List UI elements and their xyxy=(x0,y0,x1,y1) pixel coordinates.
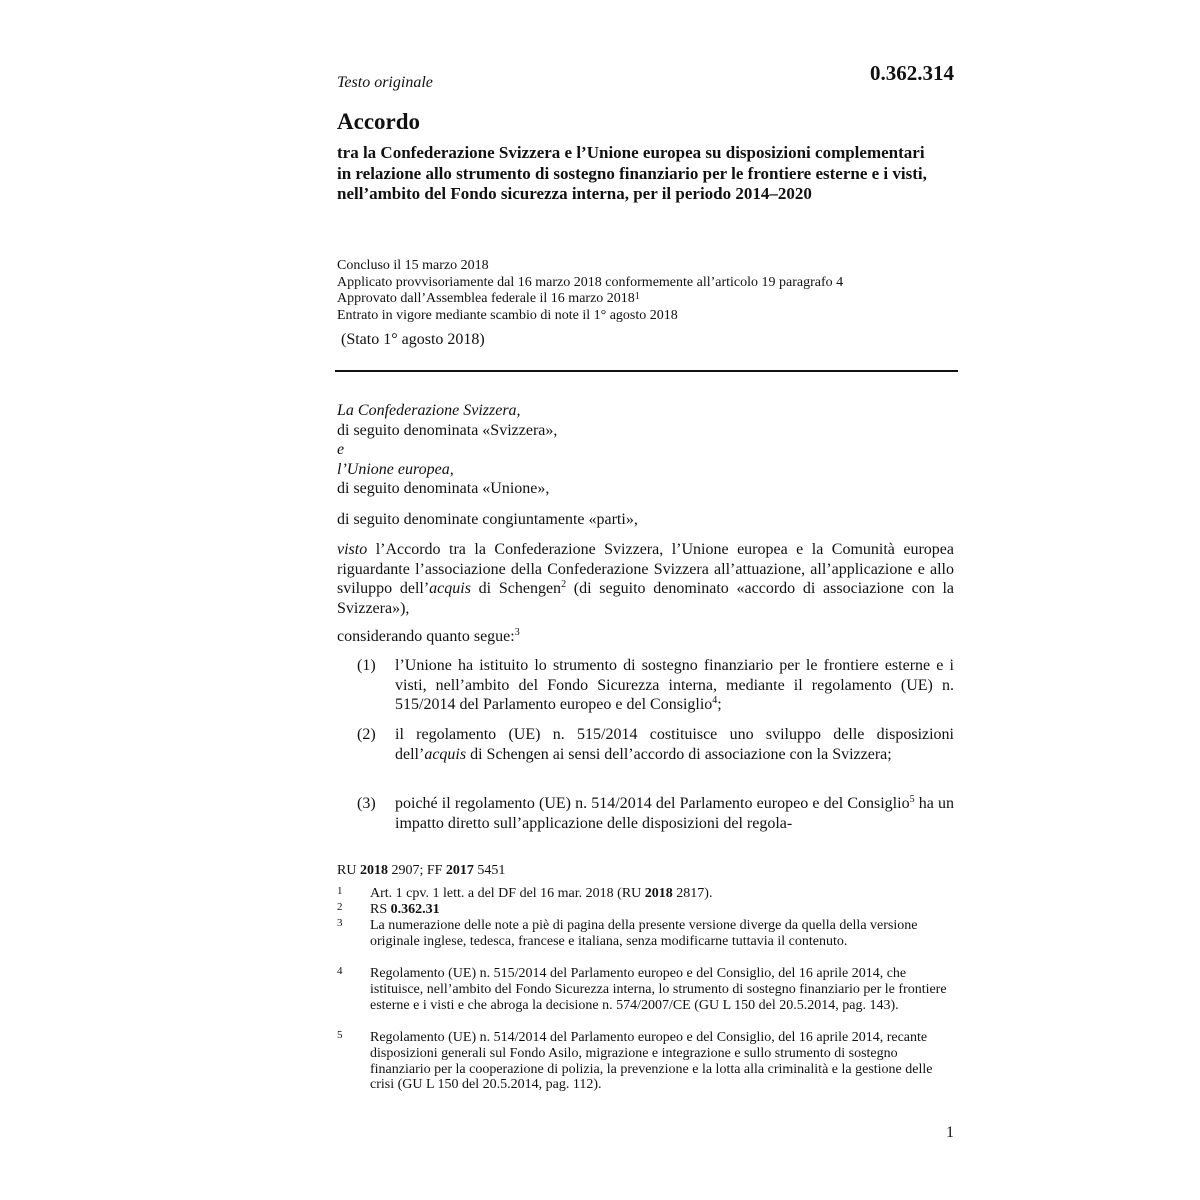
footnote-ref-1[interactable]: 1 xyxy=(634,291,640,302)
footnote-ref-3[interactable]: 3 xyxy=(514,627,520,638)
document-subtitle: tra la Confederazione Svizzera e l’Unione europea su disposizioni complementari in relazione allo strumento di sostegno finanziario per le frontiere esterne e i visti, nell’ambito del Fondo sicurezza interna, per il periodo 2014–2020 xyxy=(337,143,927,203)
preamble-visto xyxy=(337,540,954,618)
recital-1-end: ; xyxy=(717,696,722,713)
page-number: 1 xyxy=(946,1124,954,1141)
meta-applied: Applicato provvisoriamente dal 16 marzo 2018 conformemente all’articolo 19 paragrafo 4 xyxy=(337,274,844,290)
visto-text-1: l’Accordo tra la Confederazione Svizzera, l’Unione europea e la Comunità europea riguardante l’associazione della Confederazione Svizzera all’attuazione, all’applicazione e allo sviluppo dell’ xyxy=(337,541,954,597)
visto-text-2: di Schengen xyxy=(470,580,562,597)
preamble-jointly: di seguito denominate congiuntamente «parti», xyxy=(337,511,638,528)
visto-text-3: (di seguito denominato «accordo di associazione con la Svizzera»), xyxy=(337,580,955,617)
footnote-text xyxy=(370,902,954,918)
footnote-number: 4 xyxy=(337,965,343,977)
ref-ff-year: 2017 xyxy=(445,863,474,878)
footnote-text: Regolamento (UE) n. 514/2014 del Parlamento europeo e del Consiglio, del 16 aprile 2014, recante disposizioni generali sul Fondo Asilo, migrazione e integrazione e sullo strumento di sostegno finanziario per la cooperazione di polizia, la prevenzione e la lotta alla criminalità e la gestione delle crisi (GU L 150 del 20.5.2014, pag. 112). xyxy=(370,1030,933,1093)
recital-number: (2) xyxy=(357,726,376,743)
considerando-text: considerando quanto segue: xyxy=(337,628,515,645)
meta-approved xyxy=(337,291,843,308)
recital-2-text-1: il regolamento (UE) n. 515/2014 costituisce uno sviluppo delle disposizioni dell’ xyxy=(395,726,954,763)
footnote-number: 5 xyxy=(337,1029,343,1041)
meta-entered: Entrato in vigore mediante scambio di note il 1° agosto 2018 xyxy=(337,307,678,323)
footnote-ref-5[interactable]: 5 xyxy=(909,794,915,805)
preamble-parties xyxy=(337,401,557,499)
recital-3-text-2: ha un impatto diretto sull’applicazione delle disposizioni del regola- xyxy=(395,795,955,832)
footnote-number: 3 xyxy=(337,917,343,929)
recital-text xyxy=(395,656,954,715)
recital-number: (1) xyxy=(357,657,376,674)
footnote-2-text: RS xyxy=(370,902,391,917)
document-title: Accordo xyxy=(337,109,421,134)
preamble-considerando xyxy=(337,627,520,647)
footnote-text: La numerazione delle note a piè di pagina della presente versione diverge da quella della versione originale inglese, tedesca, francese e italiana, senza modificarne tuttavia il contenuto. xyxy=(370,918,918,949)
footnote-2-rs: 0.362.31 xyxy=(390,902,440,917)
recital-2-acquis: acquis xyxy=(424,745,467,763)
ref-ru-label: RU xyxy=(337,863,360,878)
party-switzerland: La Confederazione Svizzera, xyxy=(337,402,521,419)
footnote-ref-4[interactable]: 4 xyxy=(712,695,718,706)
recital-text xyxy=(395,794,954,833)
party-eu-alias: di seguito denominata «Unione», xyxy=(337,480,550,497)
footnote-text xyxy=(370,886,954,902)
meta-concluded: Concluso il 15 marzo 2018 xyxy=(337,258,489,273)
footnote-number: 1 xyxy=(337,885,343,897)
footnote-ref-2[interactable]: 2 xyxy=(561,579,567,590)
recital-number: (3) xyxy=(357,795,376,812)
footnote-1-year: 2018 xyxy=(644,886,673,901)
party-conjunction: e xyxy=(337,441,345,458)
recital-3-text-1: poiché il regolamento (UE) n. 514/2014 del Parlamento europeo e del Consiglio xyxy=(395,795,910,812)
recital-text xyxy=(395,725,954,764)
ref-ff-page: 5451 xyxy=(473,863,506,878)
document-meta xyxy=(337,258,843,324)
visto-lead: visto xyxy=(337,541,368,558)
meta-approved-text: Approvato dall’Assemblea federale il 16 marzo 2018 xyxy=(337,291,635,306)
document-label: Testo originale xyxy=(337,74,433,91)
recital-1-text: l’Unione ha istituito lo strumento di sostegno finanziario per le frontiere esterne e i visti, nell’ambito del Fondo Sicurezza interna, mediante il regolamento (UE) n. 515/2014 del Parlamento europeo e del Consiglio xyxy=(395,657,954,713)
recital-2-text-2: di Schengen ai sensi dell’accordo di associazione con la Svizzera; xyxy=(466,745,892,763)
publication-reference xyxy=(337,863,505,879)
visto-acquis: acquis xyxy=(429,580,471,597)
document-number: 0.362.314 xyxy=(870,61,954,85)
party-switzerland-alias: di seguito denominata «Svizzera», xyxy=(337,421,558,439)
footnote-1-text-2: 2817). xyxy=(672,886,713,901)
document-status: (Stato 1° agosto 2018) xyxy=(341,331,485,348)
party-eu: l’Unione europea, xyxy=(337,460,454,478)
footnote-number: 2 xyxy=(337,901,343,913)
footnote-text: Regolamento (UE) n. 515/2014 del Parlamento europeo e del Consiglio, del 16 aprile 2014, che istituisce, nell’ambito del Fondo Sicurezza interna, lo strumento di sostegno finanziario per le frontiere esterne e i visti e che abroga la decisione n. 574/2007/CE (GU L 150 del 20.5.2014, pag. 143). xyxy=(370,966,947,1013)
ref-ru-year: 2018 xyxy=(359,863,388,878)
footnote-1-text-1: Art. 1 cpv. 1 lett. a del DF del 16 mar. 2018 (RU xyxy=(370,886,645,901)
header-divider xyxy=(335,370,958,372)
ref-ru-page: 2907; FF xyxy=(387,863,446,878)
